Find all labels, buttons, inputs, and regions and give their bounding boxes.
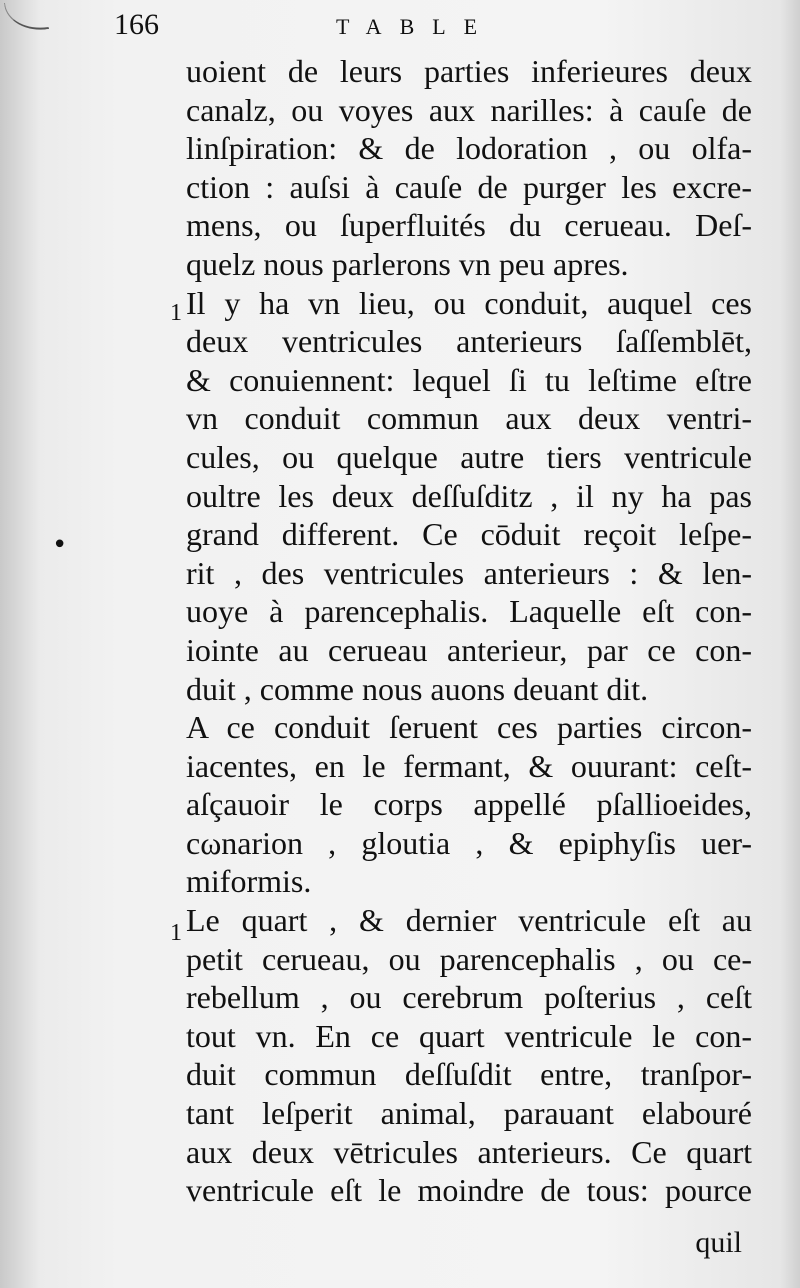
text-line: petit cerueau, ou parencephalis , ou ce-: [186, 940, 752, 977]
catchword: quil: [695, 1226, 742, 1259]
page-header: [0, 4, 800, 44]
text-line: mens, ou ſuperfluités du cerueau. Deſ-: [186, 207, 752, 244]
text-line: deux ventricules anterieurs ſaſſemblēt,: [186, 323, 752, 360]
text-line: ventricule eſt le moindre de tous: pource: [186, 1172, 752, 1209]
text-line: aſçauoir le corps appellé pſallioeides,: [186, 786, 752, 823]
text-line: uoye à parencephalis. Laquelle eſt con-: [186, 593, 752, 630]
margin-numeral: 1: [170, 920, 182, 946]
text-line: canalz, ou voyes aux narilles: à cauſe de: [186, 91, 752, 128]
text-line: duit , comme nous auons deuant dit.: [186, 670, 649, 707]
text-line: cules, ou quelque autre tiers ventricule: [186, 438, 752, 475]
text-line: rebellum , ou cerebrum poſterius , ceſt: [186, 979, 752, 1016]
margin-numeral: 1: [170, 300, 182, 326]
body-text: [186, 52, 752, 1210]
text-line: linſpiration: & de lodoration , ou olfa-: [186, 130, 752, 167]
text-line: aux deux vētricules anterieurs. Ce quart: [186, 1133, 752, 1170]
text-line: iacentes, en le fermant, & ouurant: ceſt-: [186, 747, 752, 784]
text-line: miformis.: [186, 863, 312, 900]
text-line: tout vn. En ce quart ventricule le con-: [186, 1017, 752, 1054]
text-line: A ce conduit ſeruent ces parties circon-: [186, 709, 752, 746]
text-line: Le quart , & dernier ventricule eſt au: [186, 902, 752, 939]
text-line: iointe au cerueau anterieur, par ce con-: [186, 631, 752, 668]
text-line: duit commun deſſuſdit entre, tranſpor-: [186, 1056, 752, 1093]
text-line: oultre les deux deſſuſditz , il ny ha pas: [186, 477, 752, 514]
show-through-bleed: [30, 500, 170, 644]
text-line: uoient de leurs parties inferieures deux: [186, 53, 752, 89]
text-line: rit , des ventricules anterieurs : & len-: [186, 554, 752, 591]
running-head: TABLE: [336, 14, 496, 39]
text-line: vn conduit commun aux deux ventri-: [186, 400, 752, 437]
margin-dot-mark: •: [52, 530, 68, 560]
text-line: ction : auſsi à cauſe de purger les excre-: [186, 168, 752, 205]
text-line: tant leſperit animal, parauant elabouré: [186, 1095, 752, 1132]
text-line: grand different. Ce cōduit reçoit leſpe-: [186, 516, 752, 553]
text-line: cωnarion , gloutia , & epiphyſis uer-: [186, 824, 752, 861]
text-line: Il y ha vn lieu, ou conduit, auquel ces: [186, 284, 752, 321]
page-number: 166: [114, 8, 159, 41]
text-line: quelz nous parlerons vn peu apres.: [186, 245, 629, 282]
text-line: & conuiennent: lequel ſi tu leſtime eſtre: [186, 361, 752, 398]
